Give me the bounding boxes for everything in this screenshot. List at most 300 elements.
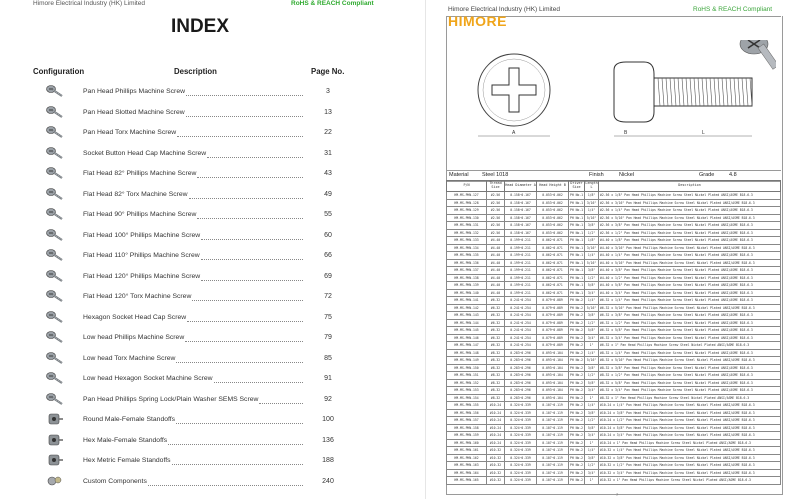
table-cell: 0.093~0.104 — [537, 379, 569, 387]
himore-logo: HIMORE — [448, 13, 507, 29]
thread-line — [666, 78, 668, 106]
thread-line — [674, 78, 676, 106]
leader-dots — [186, 116, 303, 117]
table-row — [447, 372, 781, 380]
table-cell: #10-24 — [487, 409, 505, 417]
index-item-page: 85 — [324, 354, 332, 362]
table-cell: HM-MS-PHN-127 — [447, 192, 487, 200]
table-cell: #2-56 — [487, 199, 505, 207]
index-item-label: Low head Hexagon Socket Machine Screw — [83, 375, 213, 382]
index-item-label: Hexagon Socket Head Cap Screw — [83, 313, 187, 321]
table-cell: 0.199~0.211 — [505, 274, 537, 282]
compliance-badge: RoHS & REACH Compliant — [291, 0, 374, 7]
table-cell: #4-40 — [487, 282, 505, 290]
table-cell: HM-MS-PHN-135 — [447, 252, 487, 260]
table-cell: #10-24 x 1/2" Pan Head Phillips Machine Screw Steel Nickel Plated ANSI/ASME B18.6.3 — [599, 417, 781, 425]
thread-line — [662, 78, 664, 106]
index-row[interactable] — [0, 123, 400, 143]
table-cell: #6-32 x 1" Pan Head Phillips Machine Screw Steel Nickel Plated ANSI/ASME B18.6.3 — [599, 342, 781, 350]
table-cell: #6-32 x 1/2" Pan Head Phillips Machine Screw Steel Nickel Plated ANSI/ASME B18.6.3 — [599, 319, 781, 327]
table-cell: #8-32 x 5/16" Pan Head Phillips Machine Screw Steel Nickel Plated ANSI/ASME B18.6.3 — [599, 357, 781, 365]
sems-screw-icon — [46, 392, 64, 406]
table-cell: 0.107~0.119 — [537, 417, 569, 425]
index-item-page: 72 — [324, 293, 332, 300]
table-cell: 0.158~0.167 — [505, 199, 537, 207]
table-cell: HM-MS-PHN-130 — [447, 214, 487, 222]
table-cell: 0.283~0.296 — [505, 364, 537, 372]
table-cell: HM-MS-PHN-165 — [447, 477, 487, 485]
leader-dots — [189, 198, 303, 199]
table-row — [447, 387, 781, 395]
table-cell: PH No.1 — [570, 283, 584, 288]
leader-dots — [201, 259, 303, 260]
table-header-row — [447, 181, 781, 192]
table-header-cell: P/N — [447, 181, 487, 192]
table-cell: 3/4" — [585, 387, 599, 395]
index-item-page: 43 — [324, 170, 332, 177]
table-cell: 3/4" — [585, 289, 599, 297]
table-cell: #6-32 x 5/16" Pan Head Phillips Machine Screw Steel Nickel Plated ANSI/ASME B18.6.3 — [599, 304, 781, 312]
leader-dots — [176, 423, 303, 424]
leader-dots — [185, 341, 303, 342]
table-cell: 0.079~0.089 — [537, 304, 569, 312]
index-item-label: Pan Head Phillips Machine Screw — [83, 88, 186, 95]
index-row[interactable] — [0, 103, 400, 123]
table-cell: 5/8" — [585, 327, 599, 335]
grade-label: Grade — [699, 172, 715, 178]
leader-dots — [187, 321, 303, 322]
index-row[interactable] — [0, 410, 400, 430]
leader-dots — [172, 464, 303, 465]
table-row — [447, 417, 781, 425]
table-row — [447, 267, 781, 275]
table-cell: 0.107~0.119 — [537, 447, 569, 455]
table-cell: #2-56 — [487, 207, 505, 215]
table-cell: #6-32 — [487, 319, 505, 327]
table-cell: PH No.1 — [570, 215, 584, 220]
index-item-label: Flat Head 110° Phillips Machine Screw — [83, 252, 200, 259]
table-row — [447, 237, 781, 245]
flat-head-82-torx-screw-icon — [46, 187, 64, 201]
table-cell: 0.079~0.089 — [537, 312, 569, 320]
index-item-label: Flat Head 120° Torx Machine Screw — [83, 293, 192, 300]
table-cell: PH No.1 — [570, 260, 584, 265]
index-item-label: Low head Torx Machine Screw — [83, 354, 176, 362]
index-row[interactable] — [0, 205, 400, 225]
table-cell: 1/4" — [585, 447, 599, 455]
table-cell: 0.283~0.296 — [505, 394, 537, 402]
table-cell: 0.324~0.339 — [505, 469, 537, 477]
thread-line — [702, 78, 704, 106]
table-cell: HM-MS-PHN-147 — [447, 342, 487, 350]
table-cell: HM-MS-PHN-163 — [447, 462, 487, 470]
low-head-phillips-screw-icon — [46, 330, 64, 344]
table-cell: PH No.1 — [570, 193, 584, 198]
screw-side-view — [614, 62, 752, 136]
table-cell: 1/2" — [585, 229, 599, 237]
index-item-page: 49 — [324, 190, 332, 198]
table-cell: PH No.2 — [570, 298, 584, 303]
table-header-cell: Length L — [585, 181, 599, 192]
table-cell: PH No.1 — [570, 208, 584, 213]
index-row[interactable] — [0, 82, 400, 102]
material-label: Material — [449, 172, 469, 178]
table-cell: 3/4" — [585, 334, 599, 342]
table-cell: #4-40 — [487, 244, 505, 252]
table-cell: #4-40 x 3/16" Pan Head Phillips Machine Screw Steel Nickel Plated ANSI/ASME B18.6.3 — [599, 244, 781, 252]
index-item-label: Flat Head 120° Phillips Machine Screw — [83, 272, 201, 280]
leader-dots — [259, 403, 303, 404]
table-cell: 0.324~0.339 — [505, 432, 537, 440]
thread-line — [678, 78, 680, 106]
hex-standoff-icon — [46, 433, 64, 447]
table-cell: 1/2" — [585, 274, 599, 282]
table-cell: 5/8" — [585, 379, 599, 387]
table-cell: 0.107~0.119 — [537, 432, 569, 440]
table-cell: 0.241~0.254 — [505, 327, 537, 335]
table-cell: #10-24 — [487, 432, 505, 440]
pan-head-torx-screw-icon — [46, 125, 64, 139]
table-row — [447, 222, 781, 230]
thread-line — [698, 78, 700, 106]
index-row[interactable] — [0, 164, 400, 184]
table-cell: #8-32 — [487, 364, 505, 372]
table-cell: PH No.2 — [570, 440, 584, 445]
table-cell: #8-32 x 1/4" Pan Head Phillips Machine Screw Steel Nickel Plated ANSI/ASME B18.6.3 — [599, 349, 781, 357]
table-cell: #4-40 x 3/4" Pan Head Phillips Machine Screw Steel Nickel Plated ANSI/ASME B18.6.3 — [599, 289, 781, 297]
table-cell: 3/4" — [585, 432, 599, 440]
table-cell: #10-24 x 1/4" Pan Head Phillips Machine Screw Steel Nickel Plated ANSI/ASME B18.6.3 — [599, 402, 781, 410]
hex-female-standoff-icon — [46, 453, 64, 467]
table-cell: 0.107~0.119 — [537, 439, 569, 447]
table-cell: #10-24 — [487, 424, 505, 432]
index-item-label: Pan Head Torx Machine Screw — [83, 129, 177, 136]
table-cell: 0.283~0.296 — [505, 379, 537, 387]
table-cell: 3/16" — [585, 244, 599, 252]
low-head-torx-screw-icon — [46, 351, 64, 365]
table-cell: PH No.2 — [570, 373, 584, 378]
table-cell: 0.324~0.339 — [505, 409, 537, 417]
table-cell: #8-32 — [487, 379, 505, 387]
table-row — [447, 379, 781, 387]
index-row[interactable] — [0, 451, 400, 471]
table-cell: HM-MS-PHN-146 — [447, 334, 487, 342]
flat-head-90-phillips-screw-icon — [46, 207, 64, 221]
thread-line — [670, 78, 672, 106]
index-row[interactable] — [0, 144, 400, 164]
index-row[interactable] — [0, 472, 400, 492]
index-item-page: 188 — [322, 457, 334, 464]
table-cell: #2-56 x 3/8" Pan Head Phillips Machine Screw Steel Nickel Plated ANSI/ASME B18.6.3 — [599, 222, 781, 230]
table-cell: 0.241~0.254 — [505, 334, 537, 342]
table-cell: 0.324~0.339 — [505, 447, 537, 455]
page-title: INDEX — [170, 16, 230, 37]
table-cell: 1/2" — [585, 372, 599, 380]
table-cell: PH No.2 — [570, 365, 584, 370]
table-cell: 5/8" — [585, 282, 599, 290]
table-cell: HM-MS-PHN-129 — [447, 207, 487, 215]
table-cell: 0.324~0.339 — [505, 462, 537, 470]
table-cell: #8-32 x 1/2" Pan Head Phillips Machine Screw Steel Nickel Plated ANSI/ASME B18.6.3 — [599, 372, 781, 380]
index-item-page: 13 — [324, 108, 332, 116]
table-cell: PH No.2 — [570, 320, 584, 325]
table-row — [447, 409, 781, 417]
table-cell: 0.079~0.089 — [537, 342, 569, 350]
table-cell: #8-32 — [487, 357, 505, 365]
leader-dots — [192, 300, 303, 301]
table-cell: 0.199~0.211 — [505, 252, 537, 260]
index-item-page: 69 — [324, 272, 332, 280]
table-cell: 0.062~0.071 — [537, 282, 569, 290]
index-item-label: Round Male-Female Standoffs — [83, 416, 176, 423]
table-cell: #10-32 — [487, 454, 505, 462]
table-cell: 0.062~0.071 — [537, 267, 569, 275]
table-cell: PH No.1 — [570, 275, 584, 280]
table-cell: 1/4" — [585, 207, 599, 215]
index-item-page: 79 — [324, 334, 332, 341]
table-cell: 0.062~0.071 — [537, 237, 569, 245]
flat-head-110-phillips-screw-icon — [46, 248, 64, 262]
index-row[interactable] — [0, 349, 400, 369]
table-cell: HM-MS-PHN-148 — [447, 349, 487, 357]
table-cell: #2-56 x 3/16" Pan Head Phillips Machine Screw Steel Nickel Plated ANSI/ASME B18.6.3 — [599, 199, 781, 207]
table-cell: HM-MS-PHN-157 — [447, 417, 487, 425]
index-item-page: 31 — [324, 149, 332, 157]
finish-value: Nickel — [619, 172, 634, 178]
table-cell: #10-32 — [487, 462, 505, 470]
flat-head-82-phillips-screw-icon — [46, 166, 64, 180]
leader-dots — [197, 177, 303, 178]
table-row — [447, 297, 781, 305]
table-cell: 0.107~0.119 — [537, 477, 569, 485]
index-row[interactable] — [0, 390, 400, 410]
table-cell: 0.158~0.167 — [505, 229, 537, 237]
product-spec-page — [425, 0, 800, 499]
table-cell: PH No.1 — [570, 223, 584, 228]
table-cell: 0.241~0.254 — [505, 319, 537, 327]
table-cell: HM-MS-PHN-162 — [447, 454, 487, 462]
table-cell: #8-32 — [487, 372, 505, 380]
thread-line — [730, 78, 732, 106]
pan-head-slotted-screw-icon — [46, 105, 64, 119]
table-cell: 0.324~0.339 — [505, 402, 537, 410]
table-cell: HM-MS-PHN-140 — [447, 289, 487, 297]
table-cell: 0.199~0.211 — [505, 282, 537, 290]
table-cell: HM-MS-PHN-149 — [447, 357, 487, 365]
thread-line — [694, 78, 696, 106]
table-cell: #2-56 — [487, 192, 505, 200]
leader-dots — [186, 95, 303, 96]
table-cell: HM-MS-PHN-144 — [447, 319, 487, 327]
leader-dots — [168, 444, 303, 445]
table-row — [447, 349, 781, 357]
table-row — [447, 289, 781, 297]
table-cell: 0.241~0.254 — [505, 304, 537, 312]
table-cell: #2-56 — [487, 222, 505, 230]
table-cell: 0.079~0.089 — [537, 327, 569, 335]
dimension-b-label: B — [624, 130, 628, 136]
table-cell: HM-MS-PHN-141 — [447, 297, 487, 305]
index-item-page: 240 — [322, 477, 334, 485]
table-cell: 3/8" — [585, 409, 599, 417]
material-value: Steel 1018 — [482, 172, 509, 178]
table-cell: 0.062~0.071 — [537, 252, 569, 260]
table-cell: 0.324~0.339 — [505, 439, 537, 447]
table-cell: 0.324~0.339 — [505, 417, 537, 425]
table-cell: PH No.2 — [570, 410, 584, 415]
table-row — [447, 259, 781, 267]
table-cell: #4-40 — [487, 237, 505, 245]
table-cell: PH No.2 — [570, 403, 584, 408]
table-cell: #8-32 — [487, 349, 505, 357]
index-row[interactable] — [0, 287, 400, 307]
table-cell: #10-32 x 3/8" Pan Head Phillips Machine Screw Steel Nickel Plated ANSI/ASME B18.6.3 — [599, 454, 781, 462]
table-cell: #6-32 — [487, 312, 505, 320]
table-row — [447, 327, 781, 335]
table-cell: #10-24 — [487, 439, 505, 447]
table-cell: PH No.1 — [570, 245, 584, 250]
thread-line — [710, 78, 712, 106]
company-name: Himore Electrical Industry (HK) Limited — [33, 0, 145, 7]
table-cell: 0.062~0.071 — [537, 289, 569, 297]
table-cell: PH No.2 — [570, 418, 584, 423]
table-cell: 0.107~0.119 — [537, 469, 569, 477]
table-cell: 3/8" — [585, 454, 599, 462]
table-cell: 1/4" — [585, 297, 599, 305]
column-header-description: Description — [174, 67, 217, 76]
table-row — [447, 424, 781, 432]
table-cell: #4-40 — [487, 259, 505, 267]
table-header-cell: Driver Size — [569, 181, 585, 192]
index-item-page: 91 — [324, 375, 332, 382]
index-item-label: Flat Head 82° Torx Machine Screw — [83, 190, 188, 198]
table-row — [447, 244, 781, 252]
table-cell: PH No.2 — [570, 305, 584, 310]
table-cell: 0.093~0.104 — [537, 387, 569, 395]
index-row[interactable] — [0, 226, 400, 246]
table-cell: HM-MS-PHN-128 — [447, 199, 487, 207]
table-cell: #10-24 x 1" Pan Head Phillips Machine Screw Steel Nickel Plated ANSI/ASME B18.6.3 — [599, 439, 781, 447]
table-cell: 3/16" — [585, 199, 599, 207]
table-cell: 1/2" — [585, 319, 599, 327]
leader-dots — [214, 382, 303, 383]
leader-dots — [197, 218, 303, 219]
table-cell: #8-32 — [487, 394, 505, 402]
index-row[interactable] — [0, 185, 400, 205]
table-cell: #10-24 x 5/8" Pan Head Phillips Machine Screw Steel Nickel Plated ANSI/ASME B18.6.3 — [599, 424, 781, 432]
table-cell: 0.093~0.104 — [537, 394, 569, 402]
table-cell: #10-32 x 1" Pan Head Phillips Machine Screw Steel Nickel Plated ANSI/ASME B18.6.3 — [599, 477, 781, 485]
index-item-label: Pan Head Phillips Spring Lock/Plain Washer SEMS Screw — [83, 395, 259, 403]
leader-dots — [176, 362, 303, 363]
index-row[interactable] — [0, 369, 400, 389]
index-item-page: 66 — [324, 252, 332, 259]
leader-dots — [148, 485, 303, 486]
index-row[interactable] — [0, 308, 400, 328]
table-cell: PH No.1 — [570, 253, 584, 258]
index-row[interactable] — [0, 246, 400, 266]
table-row — [447, 312, 781, 320]
table-cell: #10-32 — [487, 469, 505, 477]
table-cell: 0.053~0.062 — [537, 214, 569, 222]
table-header-cell: Head Diameter A — [505, 181, 537, 192]
table-cell: PH No.2 — [570, 388, 584, 393]
table-cell: HM-MS-PHN-164 — [447, 469, 487, 477]
table-cell: 0.199~0.211 — [505, 259, 537, 267]
table-cell: 0.324~0.339 — [505, 477, 537, 485]
index-row[interactable] — [0, 431, 400, 451]
table-cell: 0.241~0.254 — [505, 297, 537, 305]
table-cell: 0.283~0.296 — [505, 387, 537, 395]
table-cell: PH No.1 — [570, 238, 584, 243]
index-item-page: 136 — [322, 436, 334, 444]
table-cell: #6-32 x 3/8" Pan Head Phillips Machine Screw Steel Nickel Plated ANSI/ASME B18.6.3 — [599, 312, 781, 320]
index-row[interactable] — [0, 328, 400, 348]
index-item-page: 100 — [322, 416, 334, 423]
table-cell: #6-32 — [487, 327, 505, 335]
table-cell: HM-MS-PHN-154 — [447, 394, 487, 402]
table-cell: 0.079~0.089 — [537, 319, 569, 327]
table-cell: 0.053~0.062 — [537, 192, 569, 200]
table-cell: HM-MS-PHN-145 — [447, 327, 487, 335]
table-cell: PH No.2 — [570, 425, 584, 430]
table-cell: 0.158~0.167 — [505, 192, 537, 200]
table-cell: PH No.2 — [570, 478, 584, 483]
table-cell: PH No.1 — [570, 200, 584, 205]
dimension-a-label: A — [512, 130, 516, 136]
table-cell: #4-40 — [487, 252, 505, 260]
leader-dots — [177, 136, 303, 137]
table-cell: PH No.2 — [570, 335, 584, 340]
thread-line — [738, 78, 740, 106]
index-row[interactable] — [0, 267, 400, 287]
table-cell: PH No.2 — [570, 350, 584, 355]
table-cell: 0.199~0.211 — [505, 289, 537, 297]
table-cell: #4-40 x 5/8" Pan Head Phillips Machine Screw Steel Nickel Plated ANSI/ASME B18.6.3 — [599, 282, 781, 290]
index-item-label: Hex Metric Female Standoffs — [83, 457, 171, 464]
table-cell: PH No.2 — [570, 463, 584, 468]
thread-line — [682, 78, 684, 106]
table-cell: HM-MS-PHN-132 — [447, 229, 487, 237]
table-cell: HM-MS-PHN-158 — [447, 424, 487, 432]
thread-line — [722, 78, 724, 106]
table-header-cell: Description — [599, 181, 781, 192]
index-item-label: Custom Components — [83, 477, 147, 485]
table-cell: 0.324~0.339 — [505, 424, 537, 432]
table-cell: HM-MS-PHN-139 — [447, 282, 487, 290]
table-cell: #6-32 x 3/4" Pan Head Phillips Machine Screw Steel Nickel Plated ANSI/ASME B18.6.3 — [599, 334, 781, 342]
table-cell: 5/16" — [585, 357, 599, 365]
table-cell: #4-40 x 1/2" Pan Head Phillips Machine Screw Steel Nickel Plated ANSI/ASME B18.6.3 — [599, 274, 781, 282]
table-cell: 0.199~0.211 — [505, 267, 537, 275]
table-cell: PH No.2 — [570, 343, 584, 348]
pan-head-phillips-screw-icon — [46, 84, 64, 98]
thread-line — [726, 78, 728, 106]
table-cell: PH No.2 — [570, 470, 584, 475]
table-cell: 0.241~0.254 — [505, 342, 537, 350]
finish-label: Finish — [589, 172, 604, 178]
table-cell: 1/8" — [585, 192, 599, 200]
index-item-label: Flat Head 82° Phillips Machine Screw — [83, 170, 197, 177]
table-cell: 0.241~0.254 — [505, 312, 537, 320]
table-cell: 1" — [585, 394, 599, 402]
table-cell: HM-MS-PHN-136 — [447, 259, 487, 267]
table-cell: 0.199~0.211 — [505, 237, 537, 245]
leader-dots — [201, 280, 303, 281]
table-cell: HM-MS-PHN-153 — [447, 387, 487, 395]
table-row — [447, 304, 781, 312]
table-cell: HM-MS-PHN-152 — [447, 379, 487, 387]
